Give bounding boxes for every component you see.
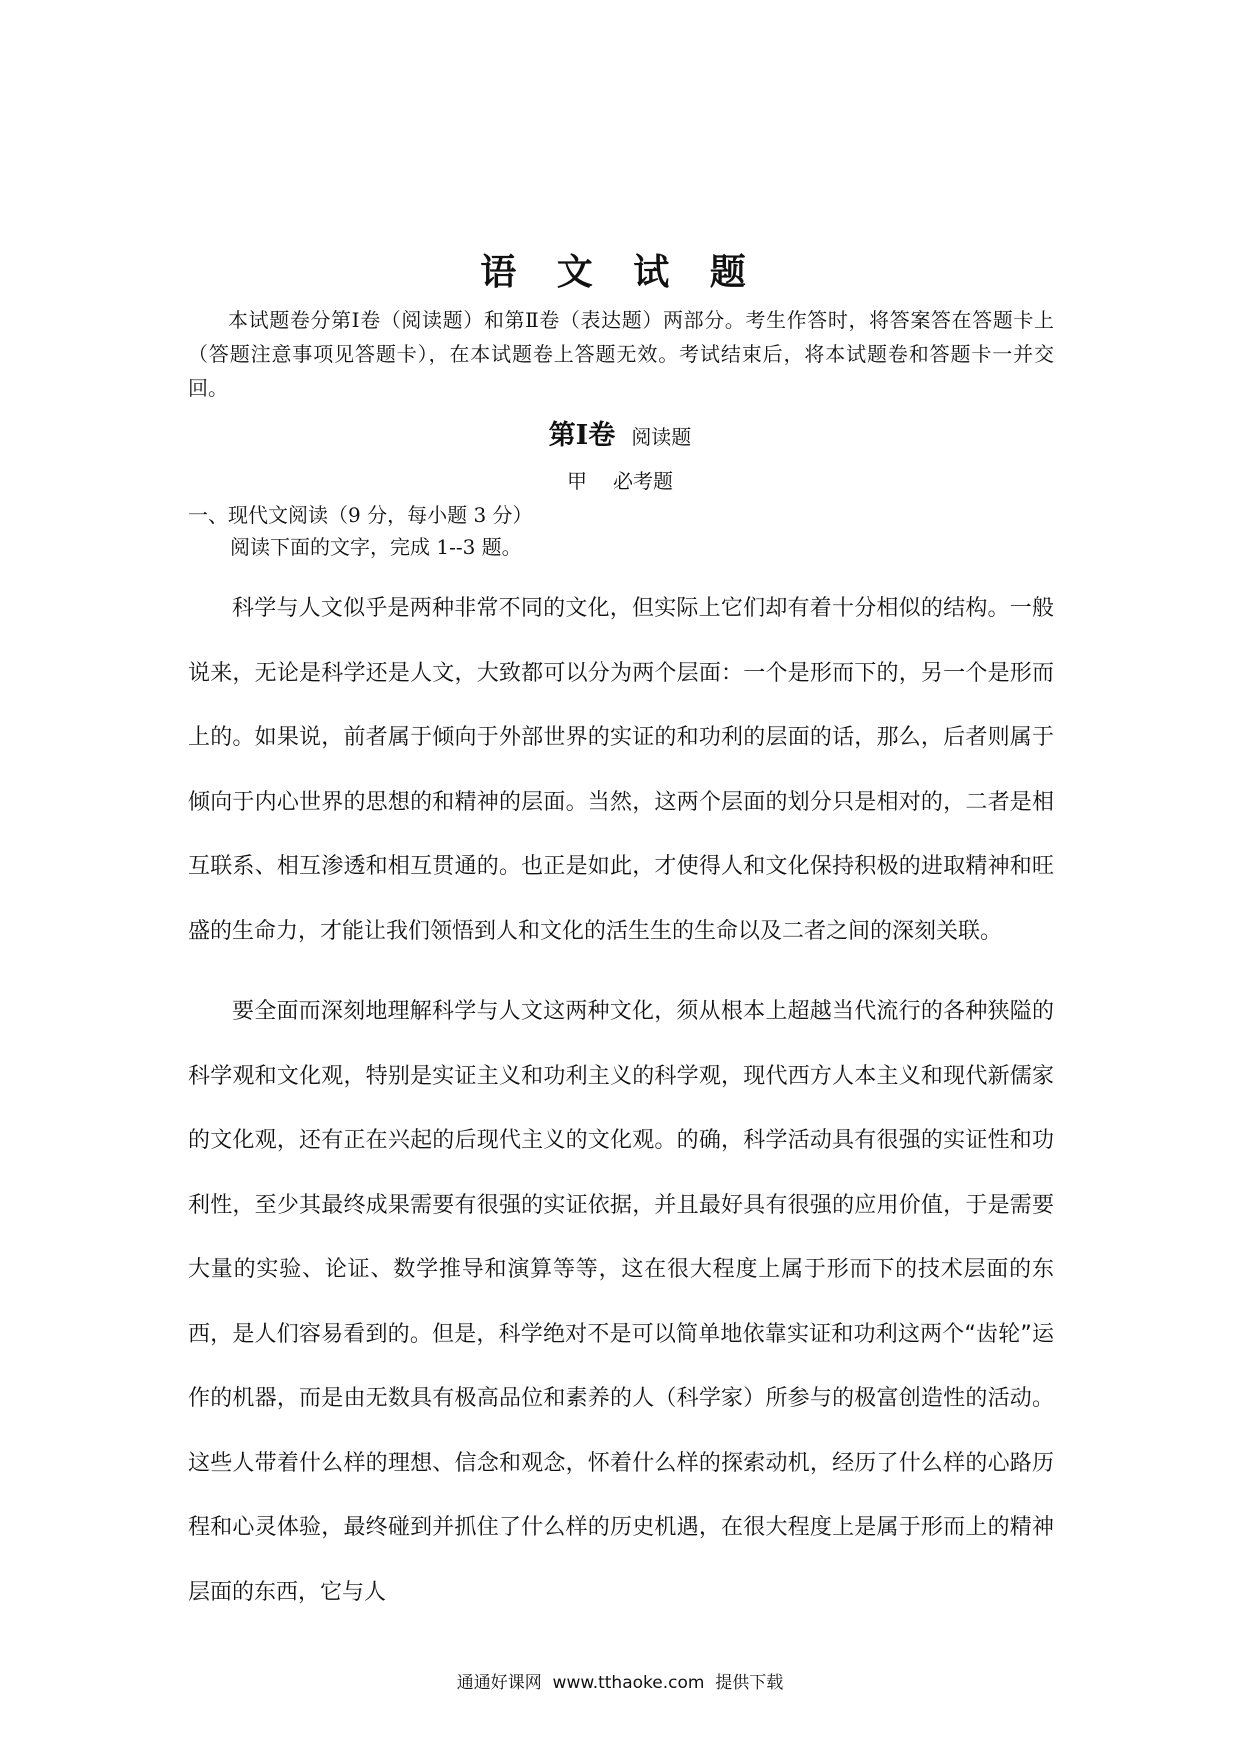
passage-paragraph-1: 科学与人文似乎是两种非常不同的文化，但实际上它们却有着十分相似的结构。一般说来，无论是科学还是人文，大致都可以分为两个层面：一个是形而下的，另一个是形而上的。如果说，前者属于倾向于外部世界的实证的和功利的层面的话，那么，后者则属于倾向于内心世界的思想的和精神的层面。当然，这两个层面的划分只是相对的，二者是相互联系、相互渗透和相互贯通的。也正是如此，才使得人和文化保持积极的进取精神和旺盛的生命力，才能让我们领悟到人和文化的活生生的生命以及二者之间的深刻关联。 — [188, 596, 1054, 944]
section-heading: 一、现代文阅读（9 分，每小题 3 分） — [188, 503, 533, 527]
page-footer: 通通好课网 www.tthaoke.com 提供下载 — [456, 1673, 784, 1693]
volume-heading — [0, 418, 1240, 457]
part-label: 甲 — [567, 469, 587, 493]
part-title: 必考题 — [613, 469, 673, 493]
passage-paragraph-2: 要全面而深刻地理解科学与人文这两种文化，须从根本上超越当代流行的各种狭隘的科学观和文化观，特别是实证主义和功利主义的科学观，现代西方人本主义和现代新儒家的文化观，还有正在兴起的后现代主义的文化观。的确，科学活动具有很强的实证性和功利性，至少其最终成果需要有很强的实证依据，并且最好具有很强的应用价值，于是需要大量的实验、论证、数学推导和演算等等，这在很大程度上属于形而下的技术层面的东西，是人们容易看到的。但是，科学绝对不是可以简单地依靠实证和功利这两个“齿轮”运作的机器，而是由无数具有极高品位和素养的人（科学家）所参与的极富创造性的活动。这些人带着什么样的理想、信念和观念，怀着什么样的探索动机，经历了什么样的心路历程和心灵体验，最终碰到并抓住了什么样的历史机遇，在很大程度上是属于形而上的精神层面的东西，它与人 — [188, 999, 1054, 1605]
exam-instructions: 本试题卷分第Ⅰ卷（阅读题）和第Ⅱ卷（表达题）两部分。考生作答时，将答案答在答题卡上（答题注意事项见答题卡），在本试题卷上答题无效。考试结束后，将本试题卷和答题卡一并交回。 — [188, 308, 1054, 400]
reading-instruction: 阅读下面的文字，完成 1--3 题。 — [230, 535, 522, 559]
part-heading — [0, 466, 1240, 496]
page-title: 语 文 试 题 — [480, 251, 760, 293]
volume-title: 第Ⅰ卷 — [548, 420, 616, 451]
volume-subtitle: 阅读题 — [631, 425, 692, 449]
reading-passage — [188, 577, 1054, 1625]
